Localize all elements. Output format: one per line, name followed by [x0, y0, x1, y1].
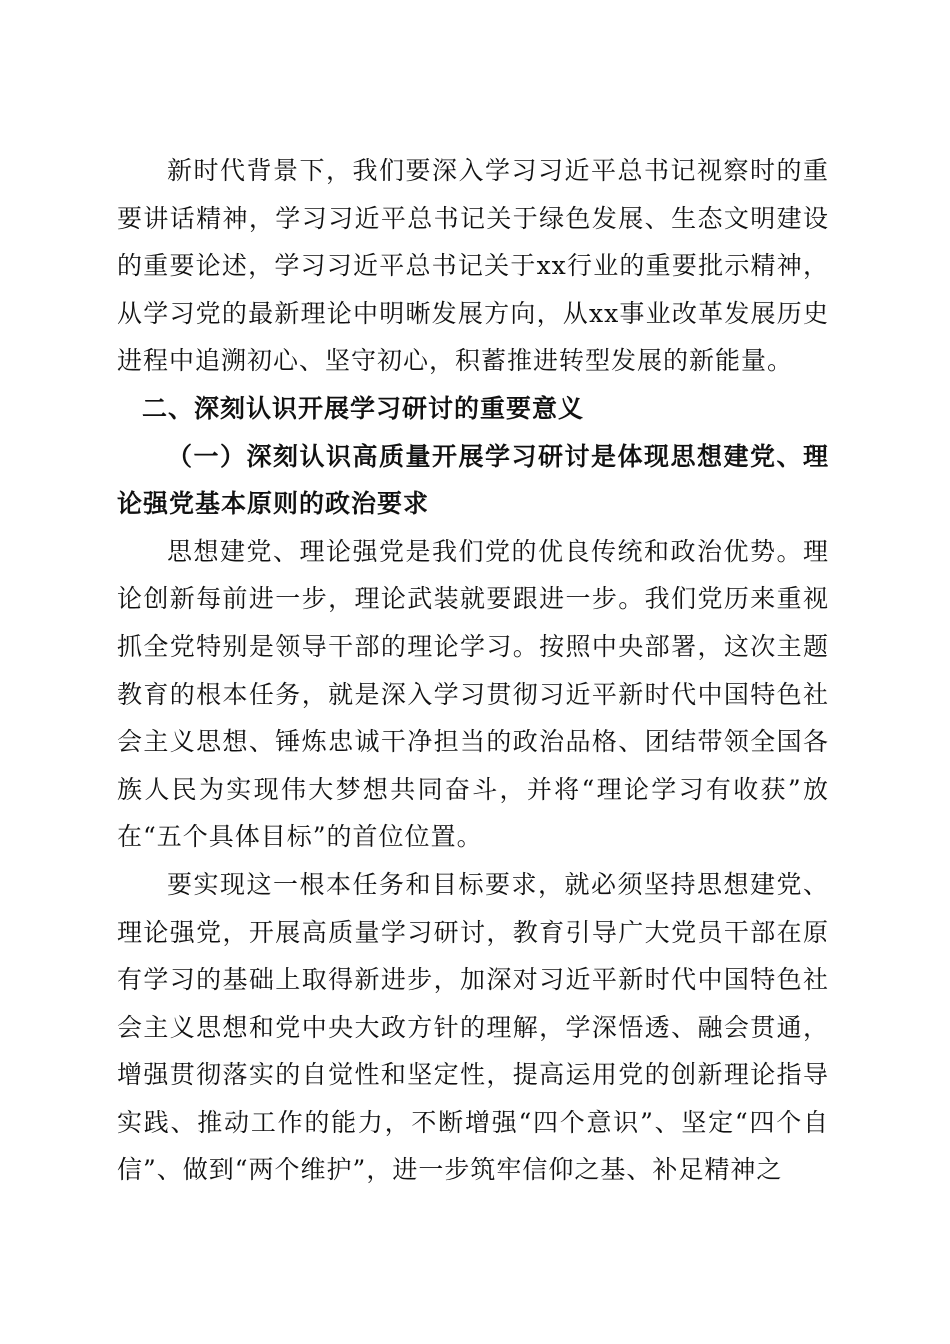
subsection-heading-1: （一）深刻认识高质量开展学习研讨是体现思想建党、理论强党基本原则的政治要求	[117, 441, 829, 519]
paragraph-goals: 要实现这一根本任务和目标要求，就必须坚持思想建党、理论强党，开展高质量学习研讨，教育引导广大党员干部在原有学习的基础上取得新进步，加深对习近平新时代中国特色社会主义思想和党中央大政方针的理解，学深悟透、融会贯通，增强贯彻落实的自觉性和坚定性，提高运用党的创新理论指导实践、推动工作的能力，不断增强“四个意识”、坚定“四个自信”、做到“两个维护”，进一步筑牢信仰之基、补足精神之	[117, 869, 829, 1185]
section-heading-2: 二、深刻认识开展学习研讨的重要意义	[142, 393, 585, 423]
document-page	[117, 147, 829, 1194]
paragraph-intro: 新时代背景下，我们要深入学习习近平总书记视察时的重要讲话精神，学习习近平总书记关于绿色发展、生态文明建设的重要论述，学习习近平总书记关于xx行业的重要批示精神，从学习党的最新理论中明晰发展方向，从xx事业改革发展历史进程中追溯初心、坚守初心，积蓄推进转型发展的新能量。	[117, 156, 829, 376]
paragraph-theory: 思想建党、理论强党是我们党的优良传统和政治优势。理论创新每前进一步，理论武装就要跟进一步。我们党历来重视抓全党特别是领导干部的理论学习。按照中央部署，这次主题教育的根本任务，就是深入学习贯彻习近平新时代中国特色社会主义思想、锤炼忠诚干净担当的政治品格、团结带领全国各族人民为实现伟大梦想共同奋斗，并将“理论学习有收获”放在“五个具体目标”的首位位置。	[117, 536, 829, 852]
